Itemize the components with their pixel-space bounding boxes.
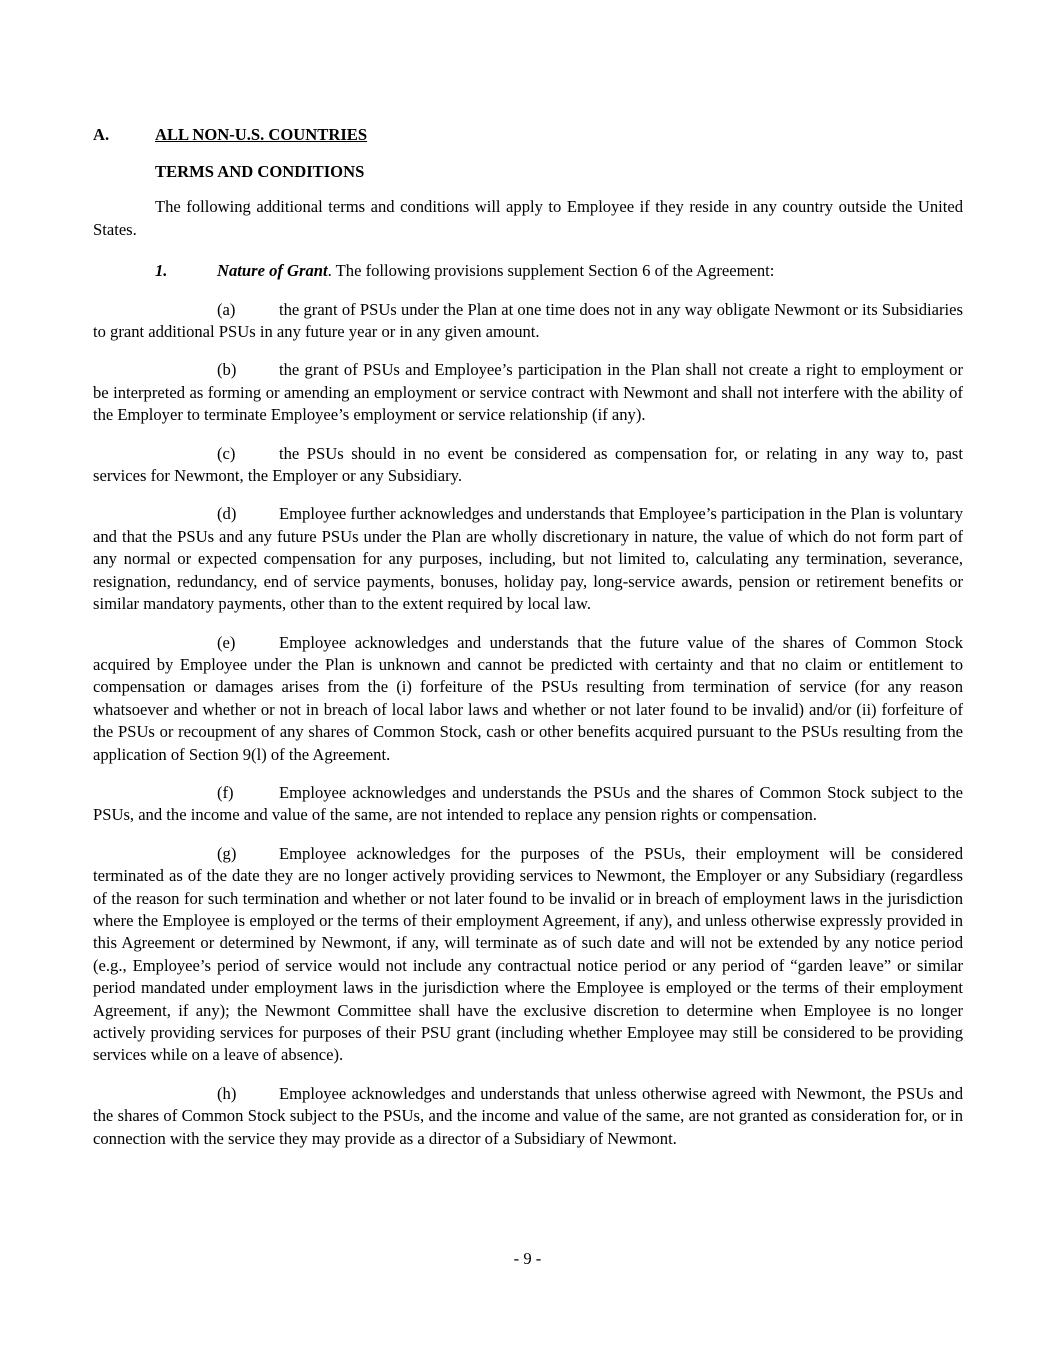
clause-label: (b) bbox=[217, 360, 237, 380]
section-heading bbox=[93, 124, 963, 148]
clause-text: Employee further acknowledges and understands that Employee’s participation in the Plan is voluntary and that the PSUs and any future PSUs under the Plan are wholly discretionary in nature, the value of which do not form part of any normal or expected compensation for any purposes, including, but not limited to, calculating any termination, severance, resignation, redundancy, end of service payments, bonuses, holiday pay, long-service awards, pension or retirement benefits or similar mandatory payments, other than to the extent required by local law. bbox=[93, 504, 963, 614]
page-number: - 9 - bbox=[513, 1249, 542, 1268]
section-number: 1. bbox=[155, 261, 168, 281]
clause-label: (c) bbox=[217, 443, 236, 463]
clause-text: Employee acknowledges for the purposes of the PSUs, their employment will be considered terminated as of the date they are no longer actively providing services to Newmont, the Employer or any Subsidiary (regardless of the reason for such termination and whether or not later found to be invalid or in breach of employment laws in the jurisdiction where the Employee is employed or the terms of their employment Agreement, if any), and unless otherwise expressly provided in this Agreement or determined by Newmont, if any, will terminate as of such date and will not be extended by any notice period (e.g., Employee’s period of service would not include any contractual notice period or any period of “garden leave” or similar period mandated under employment laws in the jurisdiction where the Employee is employed or the terms of their employment Agreement, if any); the Newmont Committee shall have the exclusive discretion to determine when Employee is no longer actively providing services for purposes of their PSU grant (including whether Employee may still be considered to be providing services while on a leave of absence). bbox=[93, 843, 963, 1065]
section-text: . The following provisions supplement Section 6 of the Agreement: bbox=[327, 261, 775, 281]
clause-text: the PSUs should in no event be considered as compensation for, or relating in any way to, past services for Newmont, the Employer or any Subsidiary. bbox=[93, 443, 963, 486]
heading-letter: A. bbox=[93, 125, 110, 144]
section-1 bbox=[93, 260, 963, 282]
clause-text: Employee acknowledges and understands that unless otherwise agreed with Newmont, the PSUs and the shares of Common Stock subject to the PSUs, and the income and value of the same, are not granted as consideration for, or in connection with the service they may provide as a director of a Subsidiary of Newmont. bbox=[93, 1083, 963, 1148]
clause-text: Employee acknowledges and understands that the future value of the shares of Common Stock acquired by Employee under the Plan is unknown and cannot be predicted with certainty and that no claim or entitlement to compensation or damages arises from the (i) forfeiture of the PSUs resulting from termination of service (for any reason whatsoever and whether or not in breach of local labor laws and whether or not later found to be invalid) and/or (ii) forfeiture of the PSUs or recoupment of any shares of Common Stock, cash or other benefits acquired pursuant to the PSUs resulting from the application of Section 9(l) of the Agreement. bbox=[93, 632, 963, 764]
clause-c bbox=[93, 443, 963, 488]
clause-label: (h) bbox=[217, 1083, 237, 1103]
clause-g bbox=[93, 843, 963, 1067]
clause-label: (a) bbox=[217, 299, 236, 319]
subheading: TERMS AND CONDITIONS bbox=[155, 162, 365, 181]
clause-f bbox=[93, 782, 963, 827]
clause-b bbox=[93, 359, 963, 426]
document-page bbox=[93, 124, 963, 1150]
clause-text: the grant of PSUs and Employee’s participation in the Plan shall not create a right to employment or be interpreted as forming or amending an employment or service contract with Newmont and shall not interfere with the ability of the Employer to terminate Employee’s employment or service relationship (if any). bbox=[93, 360, 963, 425]
clause-label: (g) bbox=[217, 843, 237, 863]
clause-h bbox=[93, 1083, 963, 1150]
clause-text: the grant of PSUs under the Plan at one time does not in any way obligate Newmont or its Subsidiaries to grant additional PSUs in any future year or in any given amount. bbox=[93, 299, 963, 342]
clause-label: (e) bbox=[217, 632, 236, 652]
intro-paragraph: The following additional terms and conditions will apply to Employee if they reside in any country outside the United States. bbox=[93, 197, 963, 239]
clause-text: Employee acknowledges and understands the PSUs and the shares of Common Stock subject to the PSUs, and the income and value of the same, are not intended to replace any pension rights or compensation. bbox=[93, 782, 963, 825]
clause-a bbox=[93, 299, 963, 344]
clause-e bbox=[93, 632, 963, 766]
section-title: Nature of Grant bbox=[217, 261, 328, 281]
clause-d bbox=[93, 503, 963, 615]
clause-label: (d) bbox=[217, 504, 237, 524]
heading-title: ALL NON-U.S. COUNTRIES bbox=[155, 125, 368, 144]
clause-label: (f) bbox=[217, 782, 234, 802]
